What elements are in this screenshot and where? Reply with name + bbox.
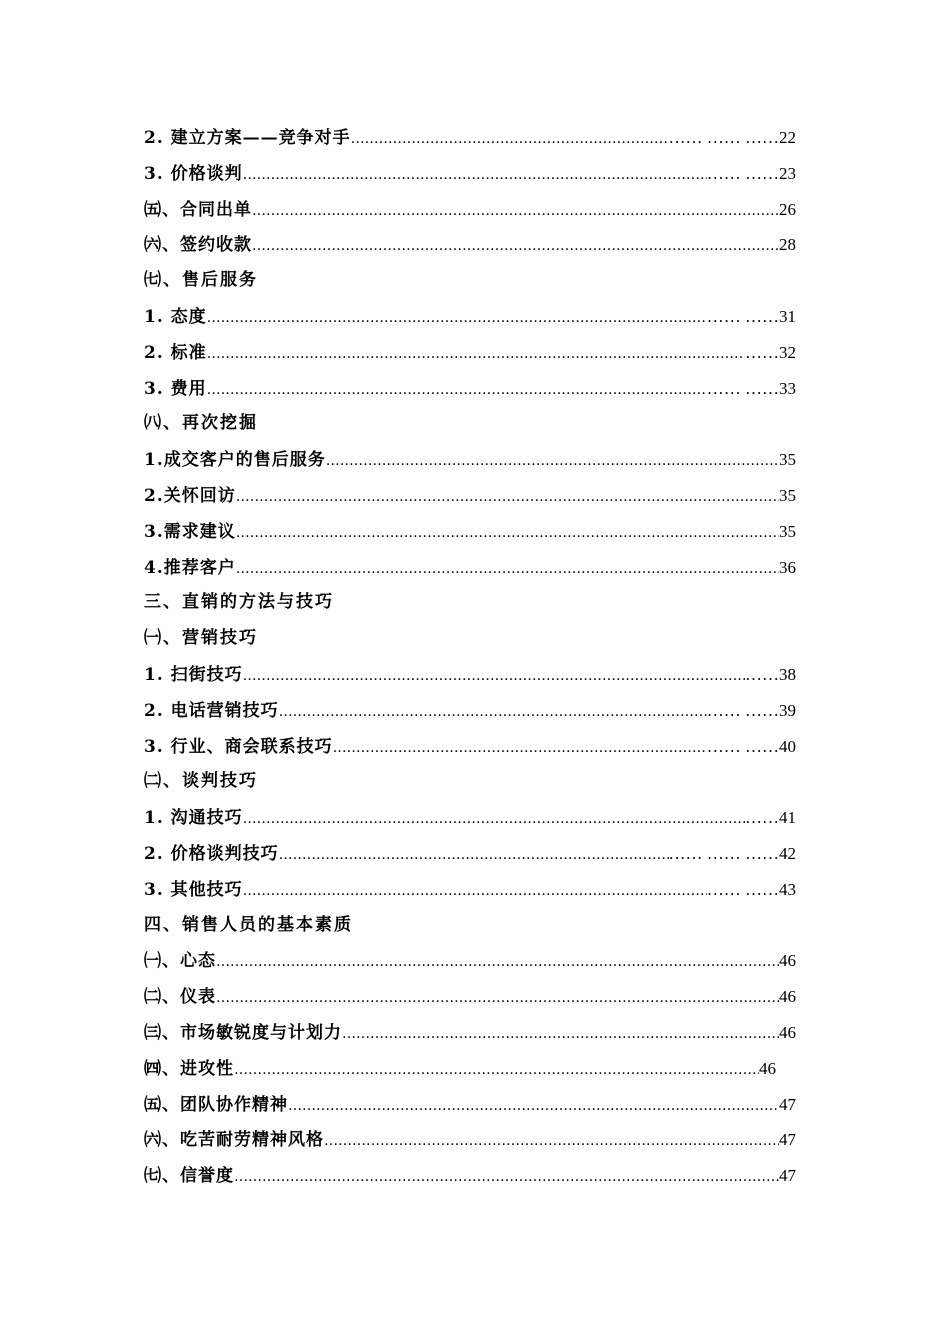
toc-entry [144,943,796,979]
toc-entry-label: 3. 其他技巧 [144,879,243,900]
toc-heading [144,263,796,299]
toc-heading-label: ㈦、售后服务 [144,270,258,291]
dot-leader [279,695,707,731]
toc-entry-page: …… …… ……22 [668,128,796,147]
table-of-contents [144,120,796,1194]
dot-leader [236,552,779,588]
toc-entry-label: ㈦、信誉度 [144,1166,234,1187]
toc-entry-label: 3. 费用 [144,378,207,399]
toc-entry [144,550,796,586]
dot-leader [234,1160,779,1196]
toc-entry-page: 46 [779,951,796,971]
toc-heading-label: 三、直销的方法与技巧 [144,592,334,613]
dot-leader [342,1017,779,1053]
toc-entry-page: …… ……43 [706,879,796,899]
dot-leader [252,229,779,265]
toc-entry-label: ㈠、心态 [144,951,216,972]
toc-entry-label: ㈡、仪表 [144,987,216,1008]
toc-entry-page: 35 [779,450,796,470]
toc-entry-label: 2. 价格谈判技巧 [144,843,279,864]
toc-entry-page: 35 [779,521,796,541]
toc-entry-label: 2. 电话营销技巧 [144,700,279,721]
toc-entry-page: 47 [779,1166,796,1186]
dot-leader [252,194,779,230]
toc-entry-label: ㈤、合同出单 [144,199,252,220]
toc-entry [144,156,796,192]
toc-entry-page: …… ……39 [706,700,796,720]
toc-heading-label: ㈧、再次挖掘 [144,413,258,434]
toc-entry-page: 47 [779,1130,796,1150]
toc-entry-page: 46 [779,1022,796,1042]
toc-entry-label: ㈣、进攻性 [144,1058,234,1079]
toc-entry [144,1087,796,1123]
toc-entry-page: …… ……33 [706,378,796,398]
toc-entry-page: …… …… ……42 [668,843,796,863]
toc-entry-label: 1.成交客户的售后服务 [144,450,326,471]
toc-entry-page: ……38 [745,664,796,684]
toc-entry [144,729,796,765]
toc-entry [144,478,796,514]
dot-leader [243,874,707,910]
toc-entry [144,1158,796,1194]
toc-entry-label: 3. 行业、商会联系技巧 [144,736,333,757]
toc-entry [144,227,796,263]
toc-entry-label: 1. 态度 [144,306,207,327]
toc-entry [144,657,796,693]
toc-entry [144,1015,796,1051]
toc-entry-page: 28 [779,235,796,255]
toc-entry-page: …… ……40 [706,736,796,756]
dot-leader [236,516,779,552]
toc-entry-page: 36 [779,557,796,577]
toc-entry [144,1051,796,1087]
toc-entry-page: 46 [779,987,796,1007]
toc-entry-label: ㈢、市场敏锐度与计划力 [144,1022,342,1043]
toc-entry [144,800,796,836]
toc-entry-page: …… ……31 [706,306,796,326]
toc-entry-page: 26 [779,199,796,219]
toc-entry-label: ㈥、吃苦耐劳精神风格 [144,1130,324,1151]
toc-heading [144,764,796,800]
toc-entry-page: 47 [779,1094,796,1114]
dot-leader [351,122,669,158]
dot-leader [236,480,779,516]
toc-heading [144,406,796,442]
toc-entry-page: …… ……23 [706,163,796,183]
dot-leader [243,802,745,838]
toc-entry [144,299,796,335]
toc-entry-label: ㈥、签约收款 [144,235,252,256]
toc-heading [144,908,796,944]
dot-leader [324,1124,779,1160]
dot-leader [234,1053,759,1089]
dot-leader [207,337,745,373]
toc-entry-label: 1. 沟通技巧 [144,808,243,829]
dot-leader [216,945,779,981]
toc-heading-label: ㈠、营销技巧 [144,628,258,649]
toc-entry [144,442,796,478]
toc-entry [144,836,796,872]
toc-entry [144,1122,796,1158]
toc-entry-label: 1. 扫街技巧 [144,664,243,685]
toc-entry-page: ……41 [745,808,796,828]
dot-leader [207,301,707,337]
dot-leader [288,1089,779,1125]
toc-entry-label: 2. 建立方案——竞争对手 [144,128,351,148]
toc-entry-label: 3. 价格谈判 [144,163,243,184]
toc-entry [144,979,796,1015]
toc-entry [144,872,796,908]
toc-heading [144,585,796,621]
toc-heading [144,621,796,657]
toc-entry-label: 2.关怀回访 [144,485,236,506]
toc-entry [144,192,796,228]
toc-entry [144,693,796,729]
toc-entry-page: 35 [779,485,796,505]
dot-leader [243,659,745,695]
toc-entry [144,120,796,156]
toc-entry-label: 2. 标准 [144,342,207,363]
toc-entry-label: 3.需求建议 [144,521,236,542]
dot-leader [326,444,779,480]
toc-entry-page: 46 [759,1058,776,1078]
toc-heading-label: 四、销售人员的基本素质 [144,914,353,935]
toc-entry [144,514,796,550]
dot-leader [216,981,779,1017]
dot-leader [207,373,707,409]
dot-leader [333,731,707,767]
toc-entry [144,371,796,407]
dot-leader [243,158,707,194]
toc-entry-page: ……32 [745,342,796,362]
dot-leader [279,838,669,874]
toc-entry-label: ㈤、团队协作精神 [144,1094,288,1115]
toc-heading-label: ㈡、谈判技巧 [144,771,258,792]
toc-entry [144,335,796,371]
toc-entry-label: 4.推荐客户 [144,557,236,578]
